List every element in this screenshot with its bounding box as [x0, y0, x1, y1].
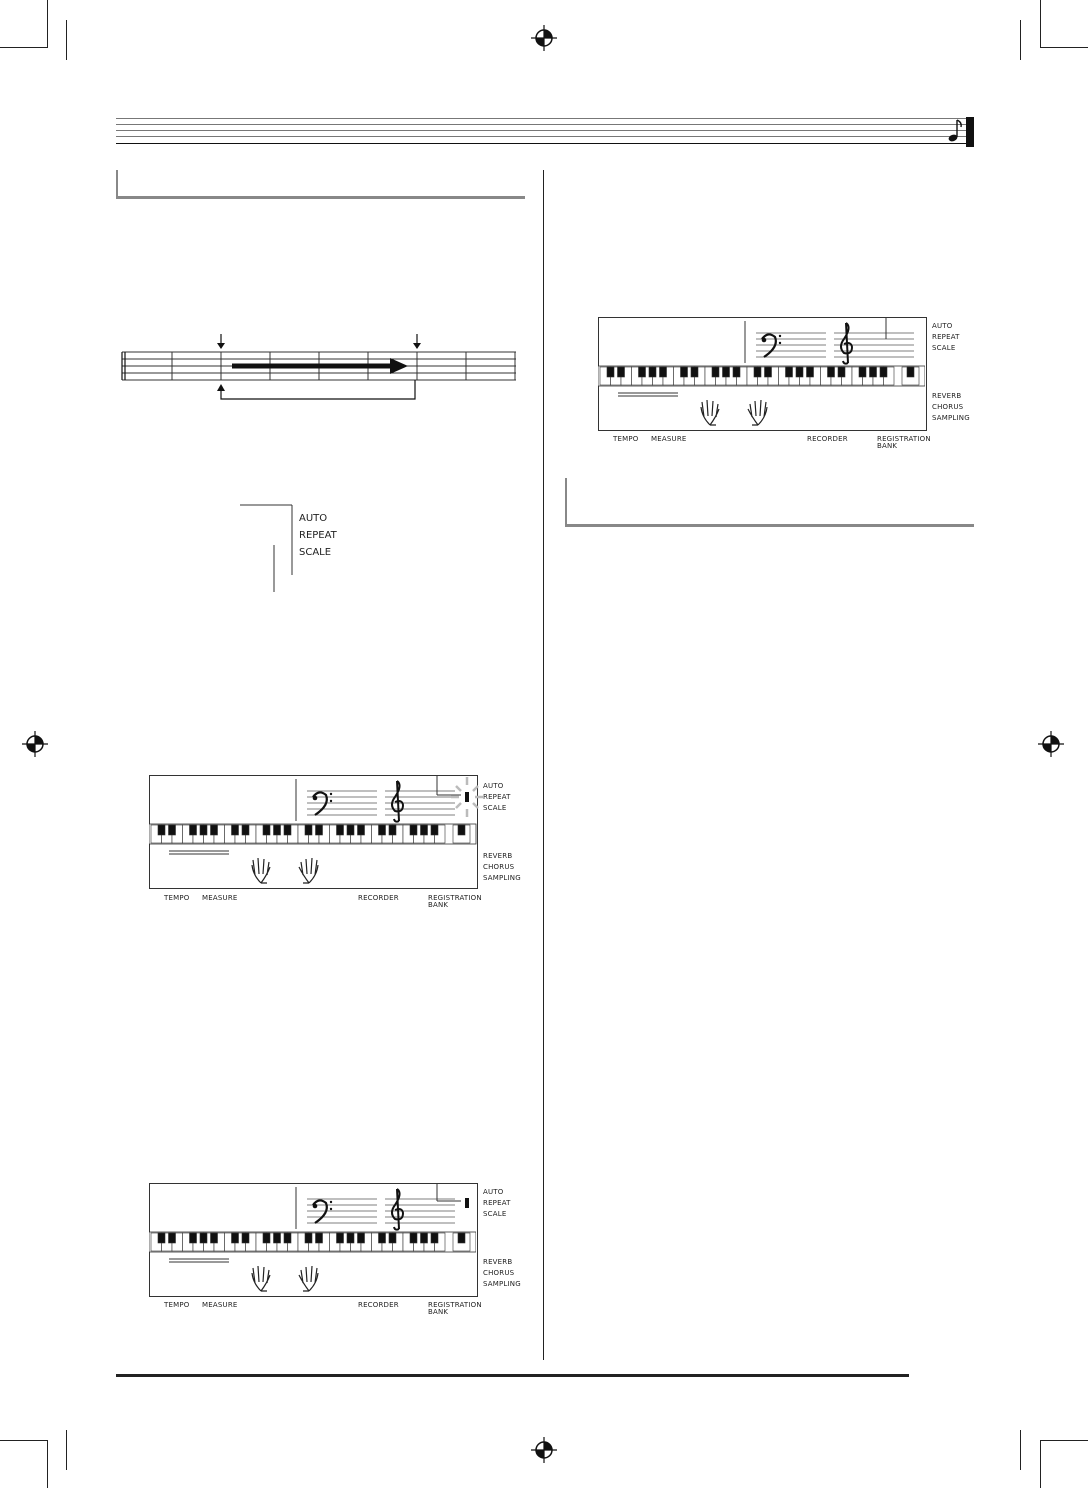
bank-label: BANK: [877, 442, 898, 450]
black-key: [431, 1233, 438, 1243]
black-key: [200, 1233, 207, 1243]
black-key: [242, 825, 249, 835]
crop-mark: [47, 1440, 48, 1488]
black-key: [431, 825, 438, 835]
black-key: [158, 1233, 165, 1243]
black-key: [786, 367, 793, 377]
black-key: [796, 367, 803, 377]
effect-sampling-label: SAMPLING: [483, 1280, 521, 1288]
crosshair-circle-icon: [531, 25, 557, 51]
indicator-auto-label: AUTO: [483, 1188, 504, 1196]
bass-clef-icon: [313, 1200, 333, 1223]
effect-sampling-label: SAMPLING: [932, 414, 970, 422]
indicator-auto-label: AUTO: [299, 513, 328, 524]
black-key: [284, 825, 291, 835]
bank-label: BANK: [428, 901, 449, 909]
bass-clef-icon: [313, 792, 333, 815]
black-key: [274, 825, 281, 835]
black-key: [232, 1233, 239, 1243]
black-key: [358, 825, 365, 835]
column-divider: [543, 170, 544, 1360]
black-key: [211, 825, 218, 835]
lcd-graphics: [598, 317, 925, 429]
crop-mark: [1020, 1430, 1021, 1470]
indicator-repeat-label: REPEAT: [932, 333, 960, 341]
black-key: [618, 367, 625, 377]
crop-mark: [47, 0, 48, 48]
recorder-label: RECORDER: [358, 894, 399, 902]
measure-label: MEASURE: [202, 1301, 238, 1309]
crop-mark: [1020, 20, 1021, 60]
black-key: [284, 1233, 291, 1243]
tempo-label: TEMPO: [164, 894, 190, 902]
crop-mark: [66, 1430, 67, 1470]
indicator-scale-label: SCALE: [483, 804, 507, 812]
black-key: [410, 1233, 417, 1243]
black-key: [190, 825, 197, 835]
crosshair-circle-icon: [531, 1437, 557, 1463]
black-key: [870, 367, 877, 377]
black-key: [723, 367, 730, 377]
crop-mark: [1040, 1440, 1088, 1441]
crop-mark: [66, 20, 67, 60]
black-key: [169, 1233, 176, 1243]
black-key: [754, 367, 761, 377]
registration-label: REGISTRATION: [877, 435, 931, 443]
effect-chorus-label: CHORUS: [932, 403, 964, 411]
effect-chorus-label: CHORUS: [483, 863, 515, 871]
black-key: [649, 367, 656, 377]
black-key: [660, 367, 667, 377]
crop-mark: [0, 1440, 48, 1441]
black-key: [305, 1233, 312, 1243]
hand-icon: [252, 1266, 318, 1291]
indicator-scale-label: SCALE: [932, 344, 956, 352]
recorder-label: RECORDER: [358, 1301, 399, 1309]
black-key: [410, 825, 417, 835]
hand-icon: [252, 858, 318, 883]
footer-rule: [116, 1374, 909, 1377]
black-key: [190, 1233, 197, 1243]
black-key: [681, 367, 688, 377]
crop-mark: [1040, 1440, 1041, 1488]
black-key: [765, 367, 772, 377]
black-key: [347, 825, 354, 835]
black-key: [316, 825, 323, 835]
indicator-repeat-label: REPEAT: [483, 793, 511, 801]
lcd-graphics: [149, 1183, 476, 1295]
black-key: [421, 825, 428, 835]
black-key: [607, 367, 614, 377]
indicator-auto-label: AUTO: [483, 782, 504, 790]
black-key: [733, 367, 740, 377]
black-key: [274, 1233, 281, 1243]
black-key: [421, 1233, 428, 1243]
crosshair-circle-icon: [22, 731, 48, 757]
header-bar: [966, 117, 974, 147]
black-key: [389, 825, 396, 835]
black-key: [807, 367, 814, 377]
effect-reverb-label: REVERB: [932, 392, 962, 400]
treble-clef-icon: [392, 1189, 403, 1230]
black-key: [880, 367, 887, 377]
indicator-callout-lines: [238, 500, 298, 595]
tempo-label: TEMPO: [613, 435, 639, 443]
indicator-scale-label: SCALE: [299, 547, 332, 558]
tempo-label: TEMPO: [164, 1301, 190, 1309]
effect-sampling-label: SAMPLING: [483, 874, 521, 882]
bass-clef-icon: [762, 334, 782, 357]
black-key: [158, 825, 165, 835]
bank-label: BANK: [428, 1308, 449, 1316]
black-key: [712, 367, 719, 377]
indicator-auto-label: AUTO: [932, 322, 953, 330]
black-key: [169, 825, 176, 835]
black-key: [263, 825, 270, 835]
crop-mark: [1040, 0, 1041, 48]
eighth-note-icon: [948, 116, 964, 144]
black-key: [305, 825, 312, 835]
measure-label: MEASURE: [651, 435, 687, 443]
section-heading-box: [565, 478, 974, 527]
effect-reverb-label: REVERB: [483, 852, 513, 860]
black-key: [337, 825, 344, 835]
registration-label: REGISTRATION: [428, 894, 482, 902]
treble-clef-icon: [392, 781, 403, 822]
black-key: [211, 1233, 218, 1243]
measure-label: MEASURE: [202, 894, 238, 902]
black-key: [347, 1233, 354, 1243]
black-key: [358, 1233, 365, 1243]
recorder-label: RECORDER: [807, 435, 848, 443]
treble-clef-icon: [841, 323, 852, 364]
section-heading-box: [116, 170, 525, 199]
black-key: [458, 1233, 465, 1243]
black-key: [232, 825, 239, 835]
lcd-graphics: [149, 775, 489, 887]
black-key: [838, 367, 845, 377]
black-key: [242, 1233, 249, 1243]
black-key: [828, 367, 835, 377]
indicator-scale-label: SCALE: [483, 1210, 507, 1218]
effect-chorus-label: CHORUS: [483, 1269, 515, 1277]
crosshair-circle-icon: [1038, 731, 1064, 757]
black-key: [907, 367, 914, 377]
registration-label: REGISTRATION: [428, 1301, 482, 1309]
black-key: [379, 825, 386, 835]
crop-mark: [1040, 47, 1088, 48]
indicator-repeat-label: REPEAT: [483, 1199, 511, 1207]
black-key: [458, 825, 465, 835]
effect-reverb-label: REVERB: [483, 1258, 513, 1266]
black-key: [316, 1233, 323, 1243]
black-key: [200, 825, 207, 835]
hand-icon: [701, 400, 767, 425]
black-key: [691, 367, 698, 377]
black-key: [263, 1233, 270, 1243]
black-key: [859, 367, 866, 377]
indicator-repeat-label: REPEAT: [299, 530, 337, 541]
black-key: [337, 1233, 344, 1243]
repeat-loop-diagram: [118, 332, 520, 404]
crop-mark: [0, 47, 48, 48]
black-key: [639, 367, 646, 377]
header-staff: [116, 118, 969, 144]
black-key: [389, 1233, 396, 1243]
black-key: [379, 1233, 386, 1243]
